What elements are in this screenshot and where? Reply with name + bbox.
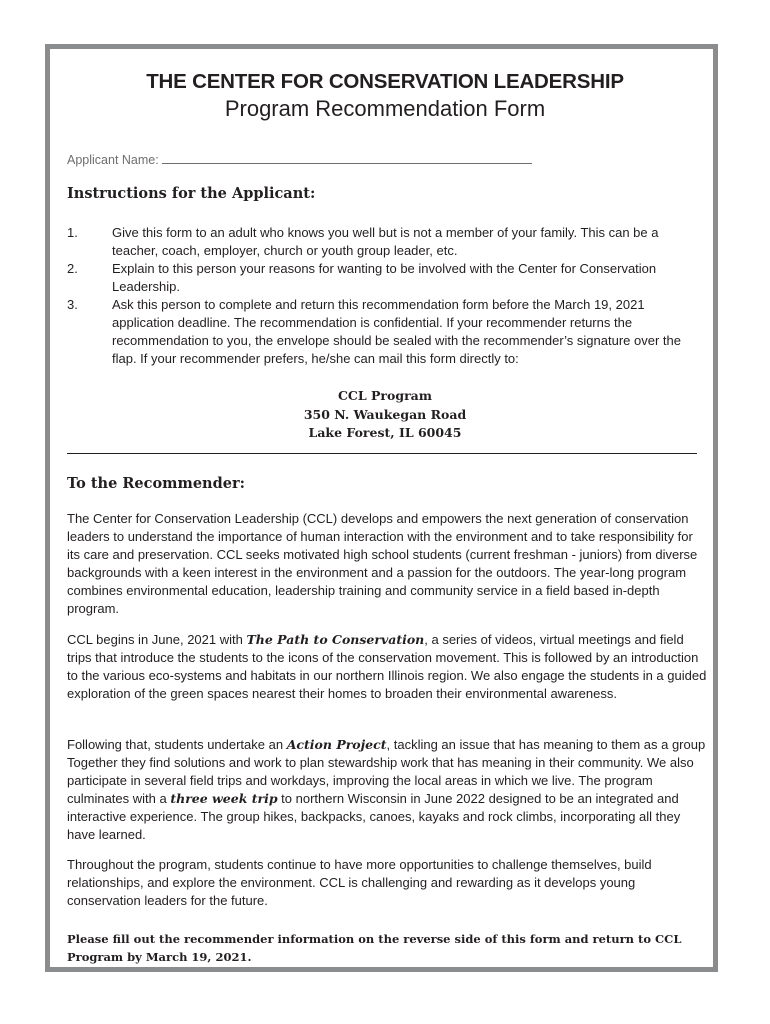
mailing-address [0, 387, 770, 443]
address-line-1: CCL Program [337, 388, 432, 403]
text-run: , tackling an issue that has meaning to them as a group Together they find solutions and work to plan stewardship work that has meaning in their community. We also participate in several field trips and workdays, improving the local areas in which we live. The program culminates with a [67, 737, 706, 806]
text-run: CCL begins in June, 2021 with [67, 632, 247, 647]
address-line-2: 350 N. Waukegan Road [303, 406, 467, 422]
emphasis-text: three week trip [170, 791, 278, 806]
text-run: , a series of videos, virtual meetings and field trips that introduce the students to the icons of the conservation movement. This is followed by an introduction to the various eco-systems and habitats in our northern Illinois region. We also engage the students in a guided exploration of the green spaces nearest their homes to broaden their environmental awareness. [67, 632, 707, 701]
page-title: THE CENTER FOR CONSERVATION LEADERSHIP [146, 70, 624, 93]
section-divider [67, 453, 697, 454]
instructions-heading: Instructions for the Applicant: [67, 185, 316, 202]
list-item [67, 260, 707, 296]
footer-note: Please fill out the recommender information on the reverse side of this form and return to CCL Program by March 19, 2021. [67, 932, 682, 964]
paragraph-text [67, 736, 707, 844]
list-item-number: 2. [67, 261, 78, 276]
recommender-heading: To the Recommender: [67, 475, 245, 492]
list-item-text: Give this form to an adult who knows you well but is not a member of your family. This can be a teacher, coach, employer, church or youth group leader, etc. [112, 225, 659, 258]
paragraph-1 [67, 510, 707, 618]
paragraph-text: The Center for Conservation Leadership (CCL) develops and empowers the next generation of conservation leaders to understand the importance of human interaction with the environment and to take responsibility for its care and preservation. CCL seeks motivated high school students (current freshman - juniors) from diverse backgrounds with a keen interest in the environment and a passion for the outdoors. The year-long program combines environmental education, leadership training and community service in a field based in-depth program. [67, 511, 698, 616]
paragraph-text: Throughout the program, students continue to have more opportunities to challenge themselves, build relationships, and explore the environment. CCL is challenging and rewarding as it develops young conservation leaders for the future. [67, 857, 652, 908]
list-item [67, 224, 707, 260]
emphasis-text: The Path to Conservation [246, 632, 425, 647]
paragraph-3 [67, 736, 707, 844]
text-run: Following that, students undertake an [67, 737, 287, 752]
instructions-list [67, 224, 707, 368]
list-item-text: Ask this person to complete and return this recommendation form before the March 19, 2021 application deadline. The recommendation is confidential. If your recommender returns the recommendation to you, the envelope should be sealed with the recommender’s signature over the flap. If your recommender prefers, he/she can mail this form directly to: [112, 297, 681, 366]
list-item [67, 296, 707, 368]
text-run: to northern Wisconsin in June 2022 designed to be an integrated and interactive experience. The group hikes, backpacks, canoes, kayaks and rock climbs, incorporating all they have learned. [67, 791, 681, 842]
applicant-name-field[interactable] [67, 151, 532, 167]
paragraph-2 [67, 631, 707, 703]
list-item-number: 1. [67, 225, 78, 240]
applicant-name-label: Applicant Name: [67, 153, 159, 167]
address-line-3: Lake Forest, IL 60045 [308, 425, 462, 440]
paragraph-4 [67, 856, 707, 910]
list-item-text: Explain to this person your reasons for wanting to be involved with the Center for Conservation Leadership. [112, 261, 657, 294]
emphasis-text: Action Project [286, 737, 387, 752]
page-subtitle: Program Recommendation Form [224, 96, 546, 121]
applicant-name-line[interactable] [162, 151, 532, 164]
list-item-number: 3. [67, 297, 78, 312]
paragraph-text [67, 631, 707, 703]
